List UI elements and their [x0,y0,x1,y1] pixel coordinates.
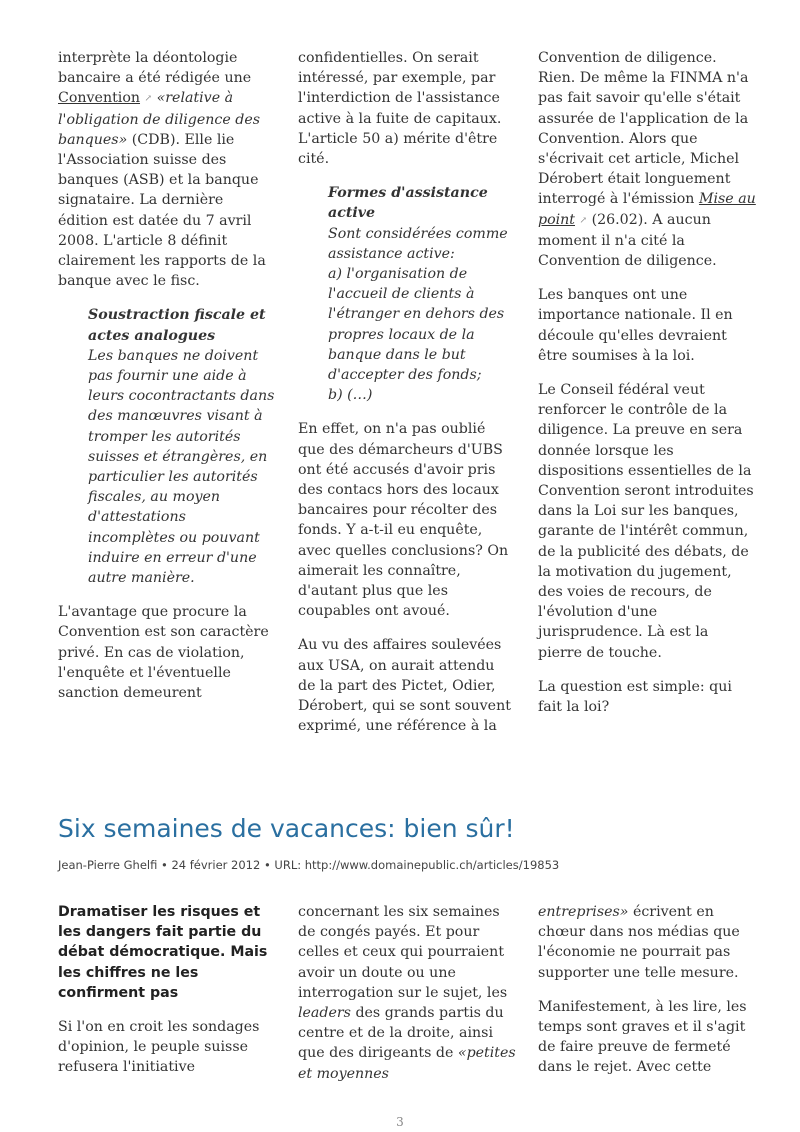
quote-item-b: b) (…) [328,387,373,404]
quote-heading: Formes d'assistance active [328,185,488,222]
paragraph: L'avantage que procure la Convention est son caractère privé. En cas de violation, l'enquête et l'éventuelle sanction demeurent [58,604,269,702]
paragraph: entreprises» écrivent en chœur dans nos médias que l'économie ne pourrait pas supporter une telle mesure. [538,904,740,981]
blockquote [328,183,516,405]
paragraph: Manifestement, à les lire, les temps sont graves et il s'agit de faire preuve de fermeté dans le rejet. Avec cette [538,998,747,1076]
article-byline: Jean-Pierre Ghelfi • 24 février 2012 • URL: http://www.domainepublic.ch/articles/19853 [58,858,560,872]
page-number: 3 [396,1115,404,1129]
article2-column-3 [538,902,756,1092]
external-link-icon: ↗ [144,94,153,105]
paragraph: En effet, on n'a pas oublié que des démarcheurs d'UBS ont été accusés d'avoir pris des contacs hors des locaux bancaires pour récolter des fonds. Y a-t-il eu enquête, avec quelles conclusions? On aimerait les connaître, d'autant plus que les coupables ont avoué. [298,421,509,620]
article-title: Six semaines de vacances: bien sûr! [58,814,515,843]
paragraph: interprète la déontologie bancaire a été rédigée une Convention ↗ «relative à l'obligation de diligence des banques» (CDB). Elle lie l'Association suisse des banques (ASB) et la banque signataire. La dernière édition est datée du 7 avril 2008. L'article 8 définit clairement les rapports de la banque avec le fisc. [58,50,266,290]
paragraph: Convention de diligence. Rien. De même la FINMA n'a pas fait savoir qu'elle s'était assurée de l'application de la Convention. Alors que s'écrivait cet article, Michel Dérobert était longuement interrogé à l'émission Mise au point ↗ (26.02). A aucun moment il n'a cité la Convention de diligence. [538,50,756,270]
article2-column-1 [58,902,276,1092]
paragraph: Au vu des affaires soulevées aux USA, on aurait attendu de la part des Pictet, Odier, Dérobert, qui se sont souvent exprimé, une référence à la [298,637,511,735]
mise-au-point-link[interactable]: Mise au point [538,191,756,228]
external-link-icon: ↗ [579,215,588,226]
convention-link[interactable]: Convention [58,90,141,107]
paragraph: La question est simple: qui fait la loi? [538,678,732,716]
paragraph: Si l'on en croit les sondages d'opinion, le peuple suisse refusera l'initiative [58,1019,260,1076]
article1-column-1 [58,48,276,717]
article2-column-2 [298,902,516,1098]
paragraph: Les banques ont une importance nationale. Il en découle qu'elles devraient être soumises à la loi. [538,287,733,364]
paragraph: confidentielles. On serait intéressé, par exemple, par l'interdiction de l'assistance active à la fuite de capitaux. L'article 50 a) mérite d'être cité. [298,50,502,168]
article1-column-3 [538,48,756,731]
article1-column-2 [298,48,516,751]
article-lead: Dramatiser les risques et les dangers fait partie du débat démocratique. Mais les chiffres ne les confirment pas [58,904,268,1001]
quote-heading: Soustraction fiscale et actes analogues [88,307,266,344]
quote-body: Les banques ne doivent pas fournir une aide à leurs cocontractants dans des manœuvres visant à tromper les autorités suisses et étrangères, en particulier les autorités fiscales, au moyen d'attestations incomplètes ou pouvant induire en erreur d'une autre manière. [88,347,275,587]
quote-intro: Sont considérées comme assistance active: [328,225,508,262]
paragraph: concernant les six semaines de congés payés. Et pour celles et ceux qui pourraient avoir un doute ou une interrogation sur le sujet, les leaders des grands partis du centre et de la droite, ainsi que des dirigeants de «petites et moyennes [298,904,516,1082]
quote-item-a: a) l'organisation de l'accueil de clients à l'étranger en dehors des propres locaux de la banque dans le but d'accepter des fonds; [328,266,505,384]
paragraph: Le Conseil fédéral veut renforcer le contrôle de la diligence. La preuve en sera donnée lorsque les dispositions essentielles de la Convention seront introduites dans la Loi sur les banques, garante de l'intérêt commun, de la publicité des débats, de la motivation du jugement, des voies de recours, de l'évolution d'une jurisprudence. Là est la pierre de touche. [538,382,754,661]
blockquote [88,305,276,588]
